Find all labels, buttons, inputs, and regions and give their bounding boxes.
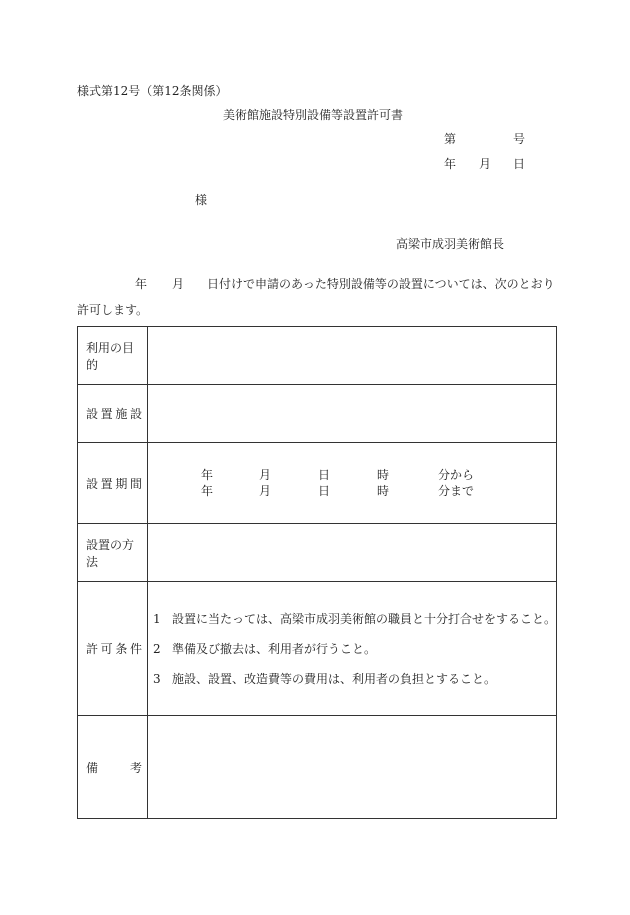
label-char: 間	[129, 476, 142, 491]
to-minute: 分まで	[438, 484, 475, 498]
addressee-suffix: 様	[195, 193, 208, 207]
to-year: 年	[201, 484, 214, 498]
number-prefix: 第	[444, 132, 457, 146]
row-period	[78, 443, 557, 524]
from-month: 月	[259, 468, 272, 482]
permit-details-table	[77, 326, 557, 819]
label-purpose-text: 利用の目的	[86, 340, 135, 372]
row-conditions	[78, 582, 557, 716]
label-conditions	[78, 582, 148, 716]
value-conditions	[148, 582, 557, 716]
row-method	[78, 524, 557, 582]
form-number: 様式第12号（第12条関係）	[77, 84, 228, 98]
date-year: 年	[444, 157, 457, 171]
label-char: 設	[129, 407, 142, 421]
label-char: 備	[86, 760, 99, 775]
intro-text-line2: 許可します。	[77, 303, 149, 317]
from-hour: 時	[377, 468, 390, 482]
row-facility	[78, 385, 557, 443]
condition-number: 2	[153, 641, 161, 656]
label-char: 施	[115, 407, 128, 421]
condition-item	[148, 671, 556, 687]
label-char: 許	[86, 642, 99, 656]
period-from-line	[148, 467, 556, 483]
date-day: 日	[513, 157, 526, 171]
condition-number: 1	[153, 611, 161, 626]
row-purpose	[78, 327, 557, 385]
label-char: 置	[100, 476, 113, 491]
to-day: 日	[318, 484, 331, 498]
label-char: 設	[86, 476, 99, 491]
label-method	[78, 524, 148, 582]
condition-number: 3	[153, 671, 161, 686]
label-facility	[78, 385, 148, 443]
label-period	[78, 443, 148, 524]
label-char: 置	[100, 407, 113, 421]
document-title: 美術館施設特別設備等設置許可書	[223, 108, 404, 122]
label-method-text: 設置の方法	[86, 537, 135, 569]
label-remarks	[78, 716, 148, 819]
to-hour: 時	[377, 484, 390, 498]
condition-item	[148, 611, 556, 627]
label-char: 件	[129, 642, 142, 656]
label-char: 設	[86, 407, 99, 421]
from-day: 日	[318, 468, 331, 482]
label-char: 条	[115, 642, 128, 656]
label-purpose	[78, 327, 148, 385]
value-purpose[interactable]	[148, 327, 557, 385]
condition-text: 設置に当たっては、高梁市成羽美術館の職員と十分打合せをすること。	[172, 611, 557, 626]
number-suffix: 号	[513, 132, 526, 146]
condition-text: 施設、設置、改造費等の費用は、利用者の負担とすること。	[172, 671, 497, 686]
intro-text: 日付けで申請のあった特別設備等の設置については、次のとおり	[207, 277, 555, 291]
value-method[interactable]	[148, 524, 557, 582]
label-char: 期	[115, 476, 128, 491]
period-to-line	[148, 483, 556, 499]
to-month: 月	[259, 484, 272, 498]
intro-year: 年	[135, 277, 148, 291]
date-month: 月	[479, 157, 492, 171]
from-year: 年	[201, 468, 214, 482]
label-char: 可	[100, 642, 113, 656]
row-remarks	[78, 716, 557, 819]
value-remarks[interactable]	[148, 716, 557, 819]
condition-text: 準備及び撤去は、利用者が行うこと。	[172, 641, 377, 656]
issuer-name: 高梁市成羽美術館長	[396, 237, 505, 251]
condition-item	[148, 641, 556, 657]
value-period[interactable]	[148, 443, 557, 524]
value-facility[interactable]	[148, 385, 557, 443]
label-char: 考	[129, 760, 142, 775]
from-minute: 分から	[438, 468, 475, 482]
intro-month: 月	[172, 277, 185, 291]
